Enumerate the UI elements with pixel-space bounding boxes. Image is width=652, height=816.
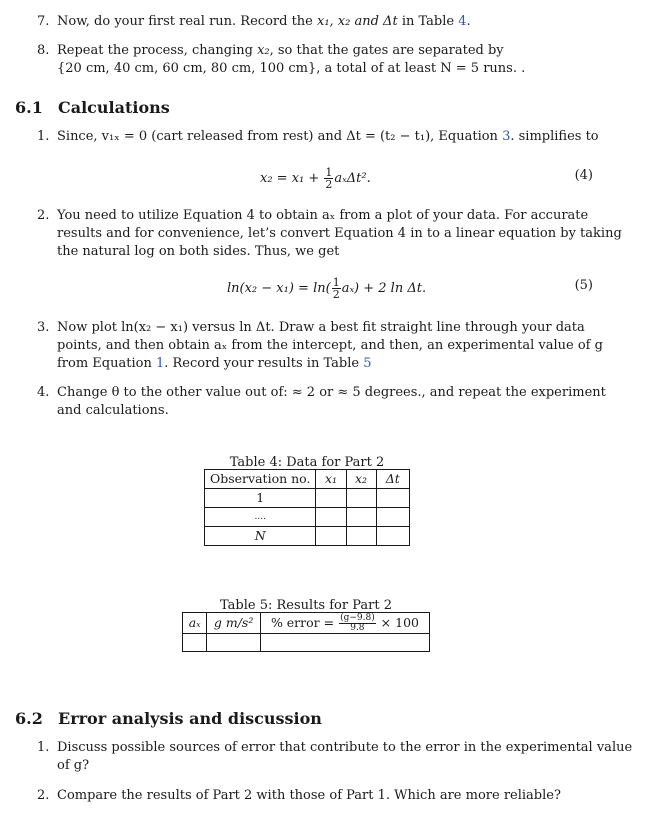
equation-4 xyxy=(37,160,593,192)
item-text: Now, do your first real run. Record the xyxy=(57,14,317,29)
table-cell[interactable] xyxy=(207,634,261,652)
equation-fraction xyxy=(332,277,341,300)
table-row xyxy=(205,527,410,546)
item-text: in Table xyxy=(397,14,459,29)
table-5 xyxy=(182,612,430,652)
equation-ref-link[interactable]: 1 xyxy=(155,356,165,371)
section-title: Calculations xyxy=(58,98,170,117)
equation-number: (4) xyxy=(574,168,593,183)
table-4-caption: Table 4: Data for Part 2 xyxy=(229,455,385,470)
item-text: and calculations. xyxy=(57,403,169,418)
section-heading-6-1 xyxy=(15,99,315,121)
table-header-cell: x₂ xyxy=(346,470,376,489)
table-cell[interactable] xyxy=(260,634,429,652)
table-header-cell: g m/s² xyxy=(207,613,261,634)
equation-lhs: ln(x₂ − x₁) = ln( xyxy=(227,281,331,296)
table-5-caption: Table 5: Results for Part 2 xyxy=(220,598,392,613)
table-cell[interactable] xyxy=(316,527,346,546)
table-ref-link[interactable]: 5 xyxy=(363,356,372,371)
list-number: 2. xyxy=(37,208,50,223)
table-cell[interactable] xyxy=(316,508,346,527)
table-cell[interactable] xyxy=(183,634,207,652)
fraction-denominator: 2 xyxy=(332,288,340,301)
item-text: Now plot ln(x₂ − x₁) versus ln Δt. Draw a best fit straight line through your data xyxy=(57,320,585,335)
fraction-numerator: 1 xyxy=(332,276,340,289)
equation-5 xyxy=(37,268,593,300)
equation-lhs: x₂ = x₁ + xyxy=(260,171,324,186)
table-cell[interactable] xyxy=(376,527,409,546)
fraction-numerator: (g−9.8) xyxy=(340,612,375,623)
list-number: 8. xyxy=(37,43,50,58)
table-cell: .... xyxy=(205,508,316,527)
section-number: 6.1 xyxy=(15,98,43,117)
list-number: 7. xyxy=(37,14,50,29)
fraction-denominator: 2 xyxy=(325,178,333,191)
table-row xyxy=(205,508,410,527)
list-number: 1. xyxy=(37,129,50,144)
equation-rhs: aₓ) + 2 ln Δt. xyxy=(341,281,427,296)
table-header-cell: Δt xyxy=(376,470,409,489)
item-text: {20 cm, 40 cm, 60 cm, 80 cm, 100 cm}, a total of at least N = 5 runs. . xyxy=(57,61,526,76)
fraction-denominator: 9.8 xyxy=(350,622,365,633)
list-number: 3. xyxy=(37,320,50,335)
table-cell[interactable] xyxy=(376,489,409,508)
fraction-numerator: 1 xyxy=(325,166,333,179)
item-vars: x₁, x₂ and Δt xyxy=(317,14,398,29)
table-header-cell xyxy=(260,613,429,634)
table-cell[interactable] xyxy=(316,489,346,508)
item-text: . xyxy=(466,14,471,29)
item-text: Compare the results of Part 2 with those of Part 1. Which are more reliable? xyxy=(57,788,561,803)
equation-fraction xyxy=(324,167,333,190)
item-text: . Record your results in Table xyxy=(164,356,364,371)
section-title: Error analysis and discussion xyxy=(58,709,322,728)
item-text: Change θ to the other value out of: ≈ 2 or ≈ 5 degrees., and repeat the experiment xyxy=(57,385,606,400)
table-header-cell: aₓ xyxy=(183,613,207,634)
error-formula-times: × 100 xyxy=(376,614,419,630)
section-heading-6-2 xyxy=(15,710,415,732)
list-number: 1. xyxy=(37,740,50,755)
table-cell[interactable] xyxy=(346,489,376,508)
table-cell[interactable] xyxy=(376,508,409,527)
equation-number: (5) xyxy=(574,278,593,293)
table-header-cell: Observation no. xyxy=(205,470,316,489)
table-4 xyxy=(204,469,410,546)
item-text: from Equation xyxy=(57,356,156,371)
item-text: points, and then obtain aₓ from the intercept, and then, an experimental value of g xyxy=(57,338,603,353)
error-formula-fraction xyxy=(339,614,376,633)
item-text: You need to utilize Equation 4 to obtain aₓ from a plot of your data. For accurate xyxy=(57,208,589,223)
item-text: Discuss possible sources of error that contribute to the error in the experimental value xyxy=(57,740,633,755)
equation-ref-link[interactable]: 3 xyxy=(502,129,511,144)
section-number: 6.2 xyxy=(15,709,43,728)
table-header-row xyxy=(205,470,410,489)
item-var: x₂ xyxy=(257,43,270,58)
equation-rhs: aₓΔt². xyxy=(334,171,371,186)
table-header-row xyxy=(183,613,430,634)
table-cell[interactable] xyxy=(346,508,376,527)
item-text: the natural log on both sides. Thus, we get xyxy=(57,244,340,259)
error-formula-label: % error = xyxy=(270,614,339,630)
table-cell: 1 xyxy=(205,489,316,508)
table-cell[interactable] xyxy=(346,527,376,546)
table-cell: N xyxy=(205,527,316,546)
item-text: of g? xyxy=(57,758,90,773)
list-number: 4. xyxy=(37,385,50,400)
table-row xyxy=(183,634,430,652)
table-row xyxy=(205,489,410,508)
item-text: results and for convenience, let’s convert Equation 4 in to a linear equation by taking xyxy=(57,226,622,241)
item-text: Since, v₁ₓ = 0 (cart released from rest) and Δt = (t₂ − t₁), Equation xyxy=(57,129,498,144)
table-header-cell: x₁ xyxy=(316,470,346,489)
item-text: , so that the gates are separated by xyxy=(269,43,504,58)
table-ref-link[interactable]: 4 xyxy=(458,14,467,29)
item-text: Repeat the process, changing xyxy=(57,43,258,58)
item-text: . simplifies to xyxy=(510,129,599,144)
list-number: 2. xyxy=(37,788,50,803)
